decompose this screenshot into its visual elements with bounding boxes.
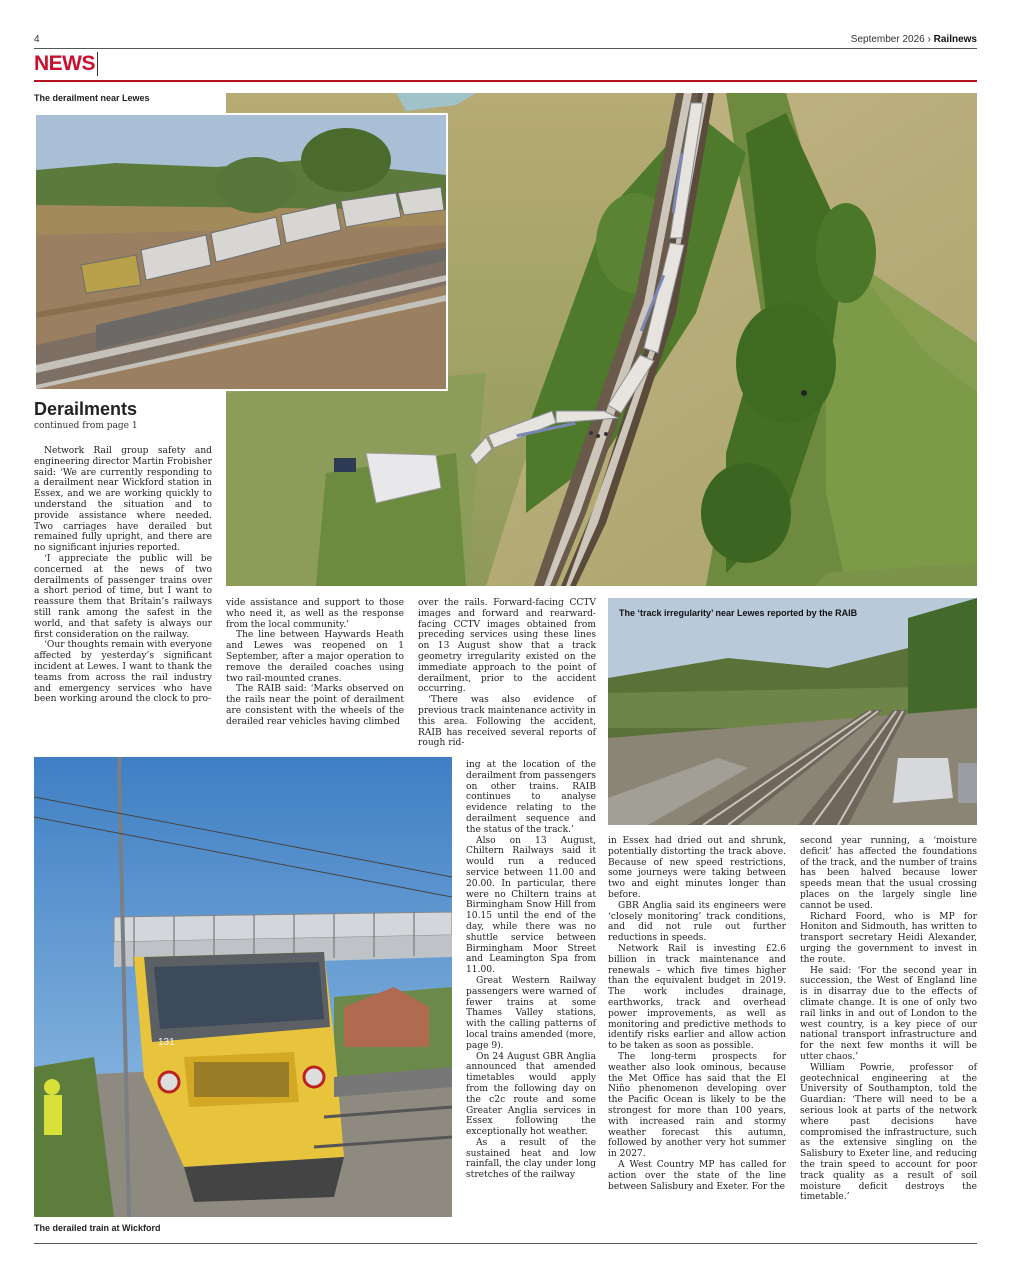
paragraph: As a result of the sustained heat and low rainfall, the clay under long stretches of the railway	[466, 1137, 596, 1181]
track-photo-caption: The ‘track irregularity’ near Lewes reported by the RAIB	[619, 608, 858, 618]
paragraph: Network Rail group safety and engineering director Martin Frobisher said: ‘We are currently responding to a derailment near Wickford station in Essex, and we are working quickly to understand the situation and to provide assistance where needed. Two carriages have derailed but remained fully upright, and there are no significant injuries reported.	[34, 446, 212, 554]
lewes-ground-photo-frame	[34, 113, 448, 391]
track-irregularity-photo	[608, 598, 977, 825]
paragraph: On 24 August GBR Anglia announced that amended timetables would apply from the following day on the c2c route and some Greater Anglia services in Essex following the exceptionally hot weather.	[466, 1051, 596, 1138]
article-column-3-top	[418, 598, 596, 749]
article-column-2	[226, 598, 404, 728]
paragraph: A West Country MP has called for action over the state of the line between Salisbury and Exeter. For the	[608, 1159, 786, 1192]
paragraph: Richard Foord, who is MP for Honiton and Sidmouth, has written to transport secretary Heidi Alexander, urging the government to invest in the route.	[800, 911, 977, 965]
paragraph: The long-term prospects for weather also look ominous, because the Met Office has said that the El Niño phenomenon developing over the Pacific Ocean is likely to be the strongest for more than 100 years, with increased rain and stormy weather forecast this autumn, followed by another very hot summer in 2027.	[608, 1051, 786, 1160]
paragraph: William Powrie, professor of geotechnical engineering at the University of Southampton, told the Guardian: ‘There will need to be a serious look at parts of the network where past decisions have compromised the infrastructure, such as the extensive singling on the Salisbury to Exeter line, and reducing the train speed to account for poor track quality as a result of soil moisture deficit destroys the timetable.’	[800, 1062, 977, 1203]
paragraph: ‘Our thoughts remain with everyone affected by yesterday’s significant incident at Lewes. I want to thank the teams from across the rail industry and emergency services who have been working around the clock to pro-	[34, 640, 212, 705]
page-header-publication	[851, 34, 977, 45]
footer-rule	[34, 1243, 977, 1244]
issue-date: September 2026	[850, 34, 925, 45]
section-divider	[97, 52, 98, 76]
paragraph: ‘There was also evidence of previous track maintenance activity in this area. Following the accident, RAIB has received several reports of rough rid-	[418, 695, 596, 749]
paragraph: The line between Haywards Heath and Lewes was reopened on 1 September, after a major operation to remove the derailed coaches using two rail-mounted cranes.	[226, 630, 404, 684]
publication-name: Railnews	[933, 34, 977, 45]
paragraph: GBR Anglia said its engineers were ‘closely monitoring’ track conditions, and did not rule out further reductions in speeds.	[608, 900, 786, 944]
paragraph: He said: ‘For the second year in succession, the West of England line is in disarray due to the effects of climate change. It is one of only two rail links in and out of London to the west country, is a key piece of our national transport infrastructure and for the next few months it will be utter chaos.’	[800, 965, 977, 1062]
paragraph: Great Western Railway passengers were warned of fewer trains at some Thames Valley stations, with the calling patterns of local trains amended (more, page 9).	[466, 975, 596, 1051]
article-headline: Derailments	[34, 399, 138, 419]
wickford-photo-caption: The derailed train at Wickford	[34, 1223, 161, 1233]
article-column-1	[34, 446, 212, 705]
article-column-5	[800, 836, 977, 1203]
continued-note: continued from page 1	[34, 421, 138, 431]
section-rule	[34, 80, 977, 82]
paragraph: Network Rail is investing £2.6 billion in track maintenance and renewals – which five times higher than the equivalent budget in 2019. The work includes drainage, earthworks, track and overhead power improvements, as well as monitoring and predictive methods to identify risks earlier and allow action to be taken as soon as possible.	[608, 943, 786, 1052]
section-title: NEWS	[34, 52, 95, 75]
paragraph: ing at the location of the derailment from passengers on other trains. RAIB continues to analyse evidence relating to the derailment sequence and the status of the track.’	[466, 760, 596, 835]
lewes-photo-caption: The derailment near Lewes	[34, 93, 150, 103]
paragraph: vide assistance and support to those who need it, as well as the response from the local community.’	[226, 598, 404, 630]
paragraph: in Essex had dried out and shrunk, potentially distorting the track above. Because of new speed restrictions, some journeys were taking between two and eight minutes longer than before.	[608, 836, 786, 900]
chevron-right-icon: ›	[927, 34, 931, 45]
paragraph: Also on 13 August, Chiltern Railways said it would run a reduced service between 11.00 and 20.00. In particular, there were no Chiltern trains at Birmingham Snow Hill from 10.15 until the end of the day, while there was no shuttle service between Birmingham Moor Street and Leamington Spa from 11.00.	[466, 835, 596, 976]
lewes-ground-photo	[36, 115, 446, 389]
paragraph: over the rails. Forward-facing CCTV images and forward and rearward-facing CCTV images obtained from preceding services using these lines on 13 August show that a track geometry irregularity existed on the immediate approach to the point of derailment, prior to the accident occurring.	[418, 598, 596, 695]
wickford-derailment-photo	[34, 757, 452, 1217]
paragraph: ‘I appreciate the public will be concerned at the news of two derailments of passenger trains over a short period of time, but I want to reassure them that Britain’s railways still rank among the safest in the world, and that safety is always our first consideration on the railway.	[34, 553, 212, 640]
header-divider	[34, 48, 977, 49]
paragraph: second year running, a ‘moisture deficit’ has affected the foundations of the track, and the number of trains has been halved because lower speeds mean that the usual crossing places on the largely single line cannot be used.	[800, 836, 977, 911]
page-number: 4	[34, 34, 40, 45]
train-number: 131	[158, 1037, 175, 1048]
paragraph: The RAIB said: ‘Marks observed on the rails near the point of derailment are consistent with the wheels of the derailed rear vehicles having climbed	[226, 684, 404, 727]
article-column-3-narrow	[466, 760, 596, 1181]
article-column-4	[608, 836, 786, 1192]
